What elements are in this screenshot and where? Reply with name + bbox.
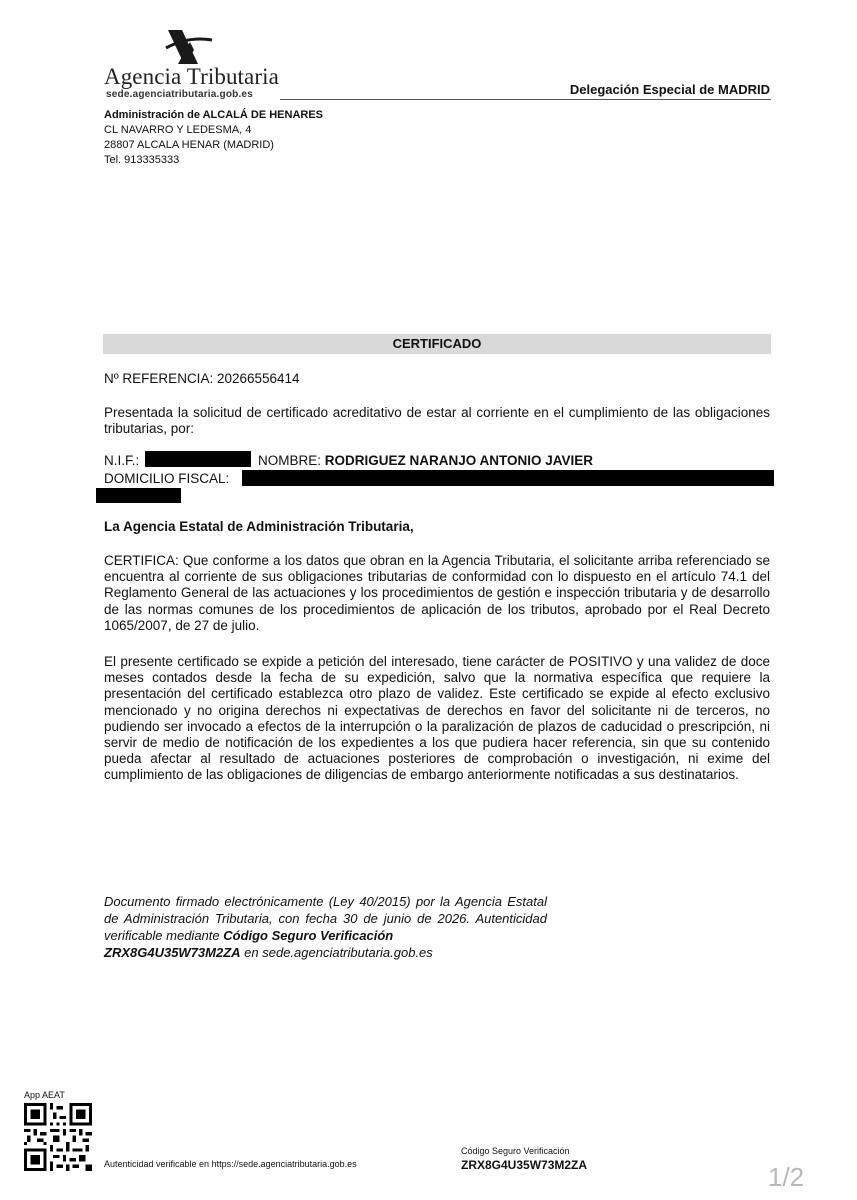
signature-csv-code: ZRX8G4U35W73M2ZA [104, 945, 241, 960]
domicile-redaction-2 [96, 488, 181, 503]
footer-auth-text: Autenticidad verificable en https://sede.agenciatributaria.gob.es [104, 1159, 357, 1169]
office-city: 28807 ALCALA HENAR (MADRID) [104, 139, 274, 151]
signature-csv-label: Código Seguro Verificación [223, 928, 394, 943]
agency-url: sede.agenciatributaria.gob.es [106, 89, 253, 100]
nif-redaction [145, 451, 251, 467]
signature-block [104, 893, 547, 961]
validity-paragraph: El presente certificado se expide a petición del interesado, tiene carácter de POSITIVO y una validez de doce meses contados desde la fecha de su expedición, salvo que la normativa específica que requiere la presentación del certificado establezca otro plazo de validez. Este certificado se expide al efecto exclusivo mencionado y no origina derechos ni expectativas de derechos en favor del solicitante ni de terceros, no pudiendo ser invocado a efectos de la interrupción o la paralización de plazos de caducidad o prescripción, ni servir de medio de notificación de los expedientes a los que pudiera hacer referencia, sin que su contenido pueda afectar al resultado de actuaciones posteriores de comprobación o investigación, ni exime del cumplimiento de las obligaciones de diligencias de embargo anteriormente notificadas a sus destinatarios. [104, 654, 770, 783]
qr-code-icon[interactable] [24, 1103, 92, 1171]
footer-csv-value: ZRX8G4U35W73M2ZA [461, 1158, 588, 1172]
signature-text-a: Documento firmado electrónicamente (Ley 40/2015) por la Agencia Estatal de Administración Tributaria, con fecha 30 de junio de 2026. Autenticidad verificable mediante [104, 894, 547, 943]
office-name: Administración de ALCALÁ DE HENARES [104, 109, 324, 121]
signature-text-b: en sede.agenciatributaria.gob.es [240, 945, 433, 960]
office-phone: Tel. 913335333 [104, 154, 180, 166]
agency-heading: La Agencia Estatal de Administración Tributaria, [104, 519, 414, 534]
certifies-paragraph: CERTIFICA: Que conforme a los datos que obran en la Agencia Tributaria, el solicitante arriba referenciado se encuentra al corriente de sus obligaciones tributarias de conformidad con lo dispuesto en el artículo 74.1 del Reglamento General de las actuaciones y los procedimientos de gestión e inspección tributaria y de desarrollo de las normas comunes de los procedimientos de aplicación de los tributos, aprobado por el Real Decreto 1065/2007, de 27 de julio. [104, 553, 770, 633]
footer-csv-label: Código Seguro Verificación [461, 1146, 570, 1156]
document-title: CERTIFICADO [392, 336, 482, 351]
domicile-redaction [242, 470, 774, 486]
delegation-title: Delegación Especial de MADRID [569, 82, 770, 97]
name-row [258, 453, 593, 468]
page-indicator: 1/2 [768, 1162, 805, 1192]
reference-number: Nº REFERENCIA: 20266556414 [104, 371, 300, 386]
title-band [103, 334, 771, 354]
nif-label: N.I.F.: [104, 453, 140, 468]
domicile-label: DOMICILIO FISCAL: [104, 471, 230, 486]
intro-paragraph: Presentada la solicitud de certificado acreditativo de estar al corriente en el cumplimiento de las obligaciones tributarias, por: [104, 405, 770, 437]
agency-name: Agencia Tributaria [104, 64, 279, 89]
agency-logo [104, 28, 279, 98]
header-divider [280, 99, 771, 100]
office-street: CL NAVARRO Y LEDESMA, 4 [104, 124, 252, 136]
app-label: App AEAT [24, 1090, 65, 1100]
agency-emblem-icon [162, 28, 216, 68]
name-label: NOMBRE: [258, 453, 322, 468]
name-value: RODRIGUEZ NARANJO ANTONIO JAVIER [324, 453, 594, 468]
office-address [104, 108, 323, 168]
